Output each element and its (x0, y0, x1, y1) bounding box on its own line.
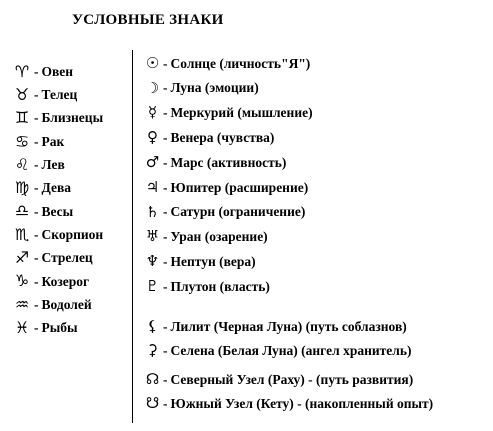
separator: - (34, 203, 39, 219)
separator: - (34, 133, 39, 149)
list-item-north-node (144, 367, 433, 392)
leo-icon: ♌ (14, 154, 30, 174)
zodiac-label: Дева (41, 180, 71, 196)
list-item-pluto (144, 274, 313, 299)
list-item-south-node (144, 392, 433, 417)
list-item-aries (12, 60, 103, 83)
separator: - (163, 318, 168, 334)
list-item-mars (144, 150, 313, 175)
separator: - (163, 204, 168, 220)
list-item-sun (144, 51, 313, 76)
cancer-icon: ♋ (14, 131, 30, 151)
list-item-venus (144, 125, 313, 150)
list-item-pisces (12, 316, 103, 339)
separator: - (163, 396, 168, 411)
list-item-mercury (144, 101, 313, 126)
list-item-lilith (144, 314, 433, 339)
separator: - (34, 180, 39, 196)
separator: - (163, 80, 168, 96)
aquarius-icon: ♒ (14, 294, 30, 314)
pluto-icon: ♇ (145, 277, 160, 296)
mars-icon: ♂ (145, 153, 160, 172)
zodiac-label: Овен (41, 63, 74, 79)
list-item-jupiter (144, 175, 313, 200)
list-item-capricorn (12, 270, 103, 293)
separator: - (34, 273, 39, 289)
selena-icon: ⚳ (147, 341, 158, 360)
separator: - (163, 55, 168, 71)
neptune-icon: ♆ (145, 252, 160, 271)
saturn-icon: ♄ (145, 202, 160, 221)
list-item-selena (144, 339, 433, 364)
north-node-icon: ☊ (145, 369, 160, 388)
separator: - (163, 278, 168, 294)
list-item-saturn (144, 200, 313, 225)
planet-label: Марс (активность) (170, 154, 287, 170)
column-divider (132, 50, 133, 423)
list-item-sagittarius (12, 246, 103, 269)
planet-label: Солнце (личность"Я") (170, 55, 311, 71)
zodiac-label: Рыбы (41, 320, 78, 336)
libra-icon: ♎ (14, 201, 30, 221)
planet-label: Венера (чувства) (170, 130, 275, 146)
point-label: Селена (Белая Луна) (ангел хранитель) (170, 343, 412, 358)
planet-label: Юпитер (расширение) (170, 179, 309, 195)
virgo-icon: ♍ (14, 178, 30, 198)
list-item-neptune (144, 249, 313, 274)
zodiac-label: Козерог (41, 273, 90, 289)
zodiac-label: Близнецы (41, 110, 104, 126)
separator: - (34, 87, 39, 103)
planet-label: Сатурн (ограничение) (170, 204, 306, 220)
separator: - (163, 179, 168, 195)
planet-label: Меркурий (мышление) (170, 105, 313, 121)
mercury-icon: ☿ (147, 103, 158, 122)
planet-label: Луна (эмоции) (170, 80, 259, 96)
list-item-gemini (12, 107, 103, 130)
zodiac-sign-list (12, 60, 103, 340)
south-node-icon: ☋ (145, 394, 160, 413)
zodiac-label: Стрелец (41, 250, 93, 266)
point-label: Лилит (Черная Луна) (путь соблазнов) (170, 318, 407, 334)
zodiac-label: Лев (41, 157, 65, 173)
planet-label: Нептун (вера) (170, 254, 256, 270)
separator: - (163, 371, 168, 387)
lilith-icon: ⚸ (147, 316, 158, 335)
separator: - (163, 105, 168, 121)
list-item-uranus (144, 225, 313, 250)
zodiac-label: Рак (41, 133, 65, 149)
separator: - (163, 343, 168, 358)
pisces-icon: ♓ (14, 317, 30, 337)
separator: - (34, 320, 39, 336)
zodiac-label: Скорпион (41, 226, 104, 242)
separator: - (163, 154, 168, 170)
separator: - (34, 250, 39, 266)
list-item-moon (144, 76, 313, 101)
sagittarius-icon: ♐ (14, 248, 30, 268)
planet-label: Плутон (власть) (170, 278, 270, 294)
separator: - (163, 254, 168, 270)
planet-label: Уран (озарение) (170, 229, 268, 245)
separator: - (34, 296, 39, 312)
list-item-libra (12, 200, 103, 223)
venus-icon: ♀ (147, 128, 158, 147)
sun-icon: ☉ (145, 53, 160, 72)
list-item-leo (12, 153, 103, 176)
taurus-icon: ♉ (14, 84, 30, 104)
separator: - (34, 63, 39, 79)
zodiac-label: Весы (41, 203, 74, 219)
point-label: Южный Узел (Кету) - (накопленный опыт) (170, 396, 434, 411)
page-title: УСЛОВНЫЕ ЗНАКИ (72, 12, 224, 28)
list-item-scorpio (12, 223, 103, 246)
list-item-taurus (12, 83, 103, 106)
list-item-virgo (12, 176, 103, 199)
list-item-aquarius (12, 293, 103, 316)
separator: - (34, 226, 39, 242)
capricorn-icon: ♑ (14, 271, 30, 291)
separator: - (34, 110, 39, 126)
uranus-icon: ♅ (145, 227, 160, 246)
point-label: Северный Узел (Раху) - (путь развития) (170, 371, 414, 387)
zodiac-label: Телец (41, 87, 78, 103)
planet-list (144, 51, 313, 299)
separator: - (163, 229, 168, 245)
special-points-list (144, 314, 433, 416)
aries-icon: ♈ (14, 61, 30, 81)
scorpio-icon: ♏ (14, 224, 30, 244)
list-item-cancer (12, 130, 103, 153)
separator: - (163, 130, 168, 146)
gemini-icon: ♊ (14, 108, 30, 128)
jupiter-icon: ♃ (145, 177, 160, 196)
zodiac-label: Водолей (41, 296, 92, 312)
separator: - (34, 157, 39, 173)
moon-icon: ☽ (145, 78, 160, 97)
